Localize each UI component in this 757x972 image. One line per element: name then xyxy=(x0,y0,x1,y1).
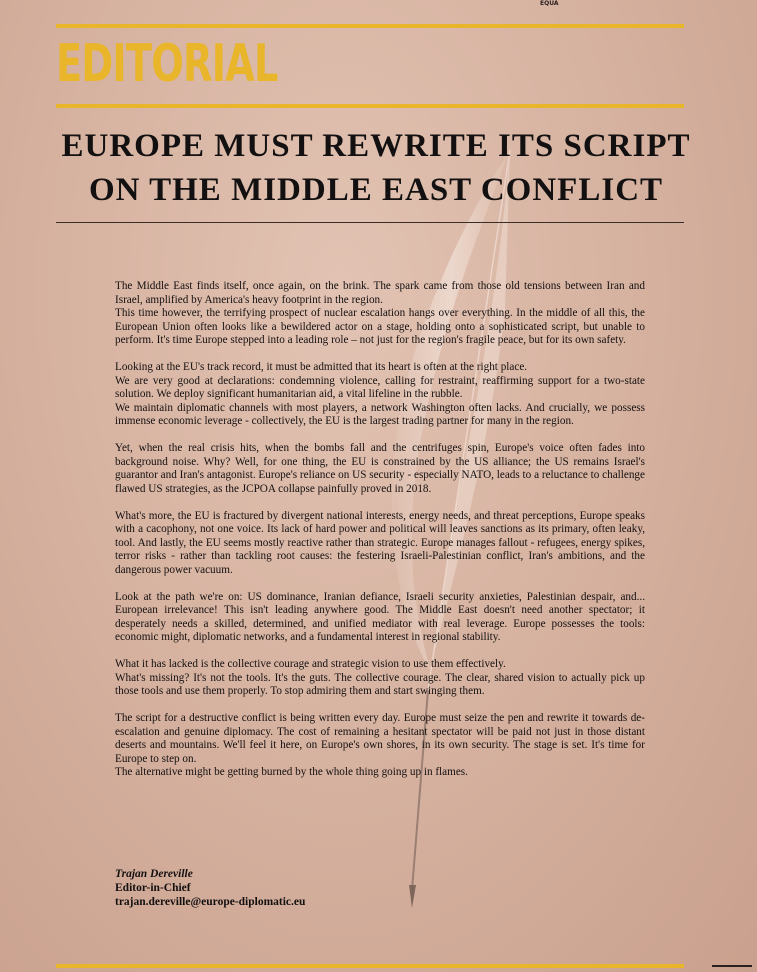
corner-bottom-mark xyxy=(712,965,752,967)
author-name: Trajan Dereville xyxy=(115,868,193,880)
paragraph-line: The alternative might be getting burned by the whole thing going up in flames. xyxy=(115,766,468,778)
paragraph-line: What's more, the EU is fractured by divergent national interests, energy needs, and threat perceptions, Europe speaks with a cacophony, not one voice. Its lack of hard power and political will leaves sanctions as its primary, often leaky, tool. And lastly, the EU seems mostly reactive rather than strategic. Europe manages fallout - refugees, energy spikes, terror risks - rather than tackling root causes: the festering Israeli-Palestinian conflict, Iran's ambitions, and the dangerous power vacuum. xyxy=(115,509,645,576)
paragraph-line: The Middle East finds itself, once again, on the brink. The spark came from those old tensions between Iran and Israel, amplified by America's heavy footprint in the region. xyxy=(115,280,645,306)
paragraph xyxy=(115,712,645,780)
paragraph xyxy=(115,510,645,578)
title-divider xyxy=(56,222,684,223)
paragraph xyxy=(115,361,645,429)
author-role: Editor-in-Chief xyxy=(115,882,191,894)
paragraph-line: Yet, when the real crisis hits, when the bombs fall and the centrifuges spin, Europe's voice often fades into background noise. Why? Well, for one thing, the EU is constrained by the US alliance; the US remains Israel's guarantor and Iran's antagonist. Europe's reliance on US security - especially NATO, leads to a reluctance to challenge flawed US strategies, as the JCPOA collapse painfully proved in 2018. xyxy=(115,442,645,495)
paragraph-line: What's missing? It's not the tools. It's the guts. The collective courage. The clear, shared vision to actually pick up those tools and use them properly. To stop admiring them and start swinging them. xyxy=(115,671,645,697)
section-gold-rule xyxy=(56,104,684,108)
author-email-link[interactable]: trajan.dereville@europe-diplomatic.eu xyxy=(115,896,306,908)
paragraph xyxy=(115,591,645,645)
paragraph xyxy=(115,442,645,496)
paragraph xyxy=(115,280,645,348)
paragraph xyxy=(115,658,645,699)
paragraph-line: We are very good at declarations: condemning violence, calling for restraint, reaffirming support for a two-state solution. We deploy significant humanitarian aid, a vital lifeline in the rubble. xyxy=(115,374,645,400)
paragraph-line: This time however, the terrifying prospect of nuclear escalation hangs over everything. In the middle of all this, the European Union often looks like a bewildered actor on a stage, holding onto a sophisticated script, but unable to perform. It's time Europe stepped into a leading role – not just for the region's fragile peace, but for its own safety. xyxy=(115,307,645,346)
paragraph-line: The script for a destructive conflict is being written every day. Europe must seize the pen and rewrite it towards de-escalation and genuine diplomacy. The cost of remaining a hesitant spectator will be paid not just in those distant deserts and mountains. We'll feel it here, on Europe's own shores, in its own security. The stage is set. It's time for Europe to step on. xyxy=(115,712,645,765)
corner-mark: EQUA xyxy=(540,0,559,7)
section-label: EDITORIAL xyxy=(56,34,278,94)
paragraph-line: Looking at the EU's track record, it must be admitted that its heart is often at the right place. xyxy=(115,361,528,373)
article-title xyxy=(56,124,696,212)
paragraph-line: What it has lacked is the collective courage and strategic vision to use them effectively. xyxy=(115,658,506,670)
paragraph-line: We maintain diplomatic channels with most players, a network Washington often lacks. And crucially, we possess immense economic leverage - collectively, the EU is the largest trading partner for many in the region. xyxy=(115,401,645,427)
article-body xyxy=(115,280,645,793)
title-line-1: EUROPE MUST REWRITE ITS SCRIPT xyxy=(61,128,691,164)
title-line-2: ON THE MIDDLE EAST CONFLICT xyxy=(88,172,664,208)
signature-block xyxy=(115,867,305,909)
bottom-gold-rule xyxy=(56,964,684,968)
top-gold-rule xyxy=(56,24,684,28)
paragraph-line: Look at the path we're on: US dominance, Iranian defiance, Israeli security anxieties, Palestinian despair, and... European irrelevance! This isn't leading anywhere good. The Middle East doesn't need another spectator; it desperately needs a skilled, determined, and unified mediator with real leverage. Europe possesses the tools: economic might, diplomatic networks, and a fundamental interest in regional stability. xyxy=(115,590,645,643)
